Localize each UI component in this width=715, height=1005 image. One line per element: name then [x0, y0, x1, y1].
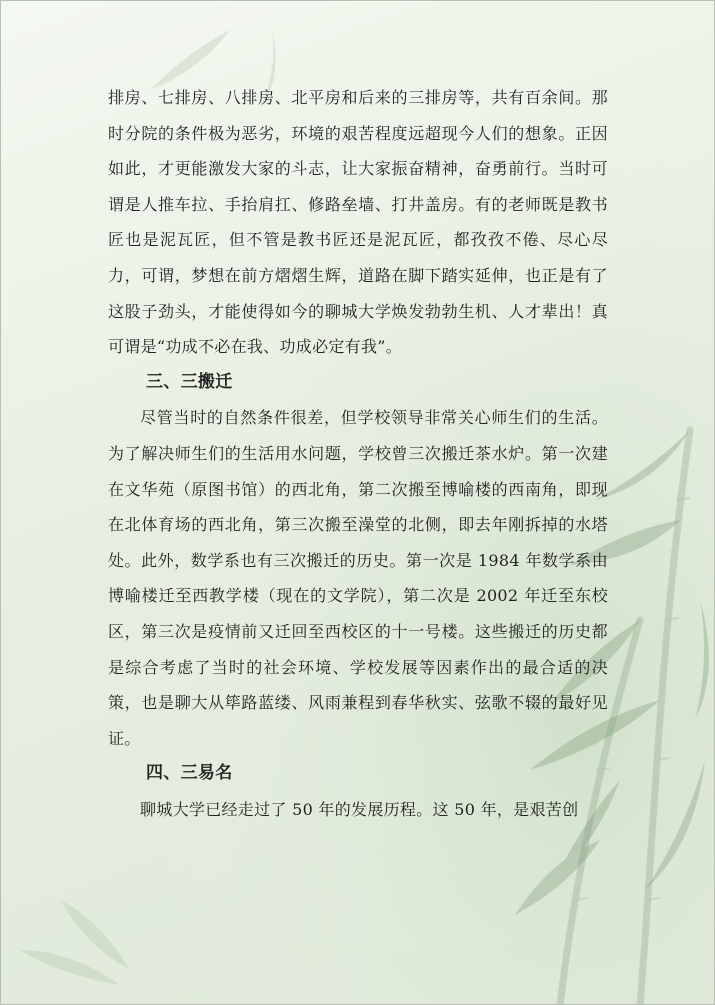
document-body — [108, 80, 608, 827]
section-heading-three-relocations: 三、三搬迁 — [146, 371, 233, 392]
section-heading-three-renamings: 四、三易名 — [146, 763, 233, 784]
paragraph-3: 聊城大学已经走过了 50 年的发展历程。这 50 年，是艰苦创 — [140, 799, 579, 819]
paragraph-1: 排房、七排房、八排房、北平房和后来的三排房等，共有百余间。那时分院的条件极为恶劣，环境的艰苦程度远超现今人们的想象。正因如此，才更能激发大家的斗志，让大家振奋精神，奋勇前行。当时可谓是人推车拉、手抬肩扛、修路垒墙、打井盖房。有的老师既是教书匠也是泥瓦匠，但不管是教书匠还是泥瓦匠，都孜孜不倦、尽心尽力，可谓，梦想在前方熠熠生辉，道路在脚下踏实延伸，也正是有了这股子劲头，才能使得如今的聊城大学焕发勃勃生机、人才辈出！真可谓是“功成不必在我、功成必定有我”。 — [108, 88, 608, 357]
paragraph-2: 尽管当时的自然条件很差，但学校领导非常关心师生们的生活。为了解决师生们的生活用水问题，学校曾三次搬迁茶水炉。第一次建在文华苑（原图书馆）的西北角，第二次搬至博喻楼的西南角，即现在北体育场的西北角，第三次搬至澡堂的北侧，即去年刚拆掉的水塔处。此外，数学系也有三次搬迁的历史。第一次是 1984 年数学系由博喻楼迁至西教学楼（现在的文学院），第二次是 2002 年迁至东校区，第三次是疫情前又迁回至西校区的十一号楼。这些搬迁的历史都是综合考虑了当时的社会环境、学校发展等因素作出的最合适的决策，也是聊大从筚路蓝缕、风雨兼程到春华秋实、弦歌不辍的最好见证。 — [108, 408, 608, 748]
